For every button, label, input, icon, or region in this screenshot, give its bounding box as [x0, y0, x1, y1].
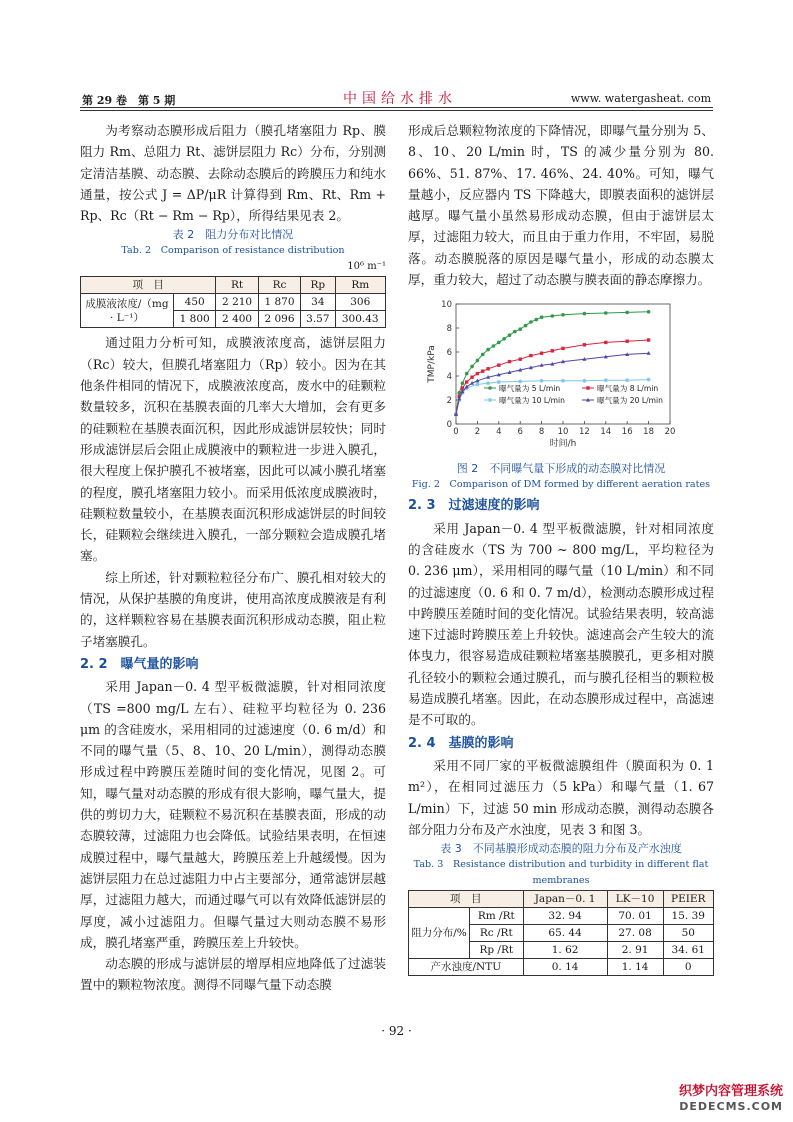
section-heading: 2. 4 基膜的影响 — [408, 735, 514, 751]
table3-caption-zh: 表 3 不同基膜形成动态膜的阻力分布及产水浊度 — [440, 842, 682, 856]
legend-entry: 曝气量为 8 L/min — [597, 384, 659, 394]
section-heading: 2. 3 过滤速度的影响 — [408, 498, 540, 514]
data-point — [461, 382, 465, 386]
data-point — [524, 324, 528, 328]
data-point — [625, 379, 629, 383]
table-header-cell: Rc — [258, 277, 300, 294]
table2 — [80, 276, 386, 328]
data-point — [492, 345, 496, 349]
x-tick-label: 20 — [664, 427, 676, 438]
data-point — [647, 378, 651, 382]
table-header-cell: PEIER — [663, 891, 713, 908]
table-cell: 2. 91 — [607, 942, 663, 959]
table-cell: 0. 14 — [523, 959, 607, 976]
table-header-cell: Japan－0. 1 — [523, 891, 607, 908]
table3-caption-en: Tab. 3 Resistance distribution and turbidity in different flat membranes — [413, 859, 709, 887]
data-point — [508, 334, 512, 338]
x-tick-label: 6 — [517, 427, 523, 438]
data-point — [529, 354, 532, 357]
x-tick-label: 18 — [643, 427, 655, 438]
data-point — [502, 337, 506, 341]
data-point — [488, 398, 492, 402]
table-cell: 450 — [174, 294, 216, 311]
table-header-cell: LK－10 — [607, 891, 663, 908]
table-cell: 65. 44 — [523, 925, 607, 942]
table-row-label: 阻力分布/% — [409, 908, 470, 959]
left-column — [80, 120, 386, 996]
data-point — [561, 347, 564, 350]
data-point — [497, 364, 500, 367]
data-point — [508, 360, 511, 363]
table-row — [409, 908, 714, 925]
x-tick-label: 2 — [474, 427, 481, 438]
table-cell: Rm /Rt — [470, 908, 524, 925]
table-row-label: 成膜液浓度/（mg · L⁻¹） — [81, 294, 174, 328]
plot-frame — [456, 304, 670, 424]
x-tick-label: 16 — [621, 427, 633, 438]
table-cell: 1. 14 — [607, 959, 663, 976]
data-point — [583, 343, 586, 346]
data-point — [604, 379, 608, 383]
journal-url: www. watergasheat. com — [570, 92, 711, 105]
header-rule — [80, 107, 713, 108]
data-point — [486, 367, 489, 370]
data-point — [626, 340, 629, 343]
table-header-cell: Rp — [301, 277, 335, 294]
table3 — [408, 890, 714, 976]
data-point — [647, 339, 650, 342]
table-cell: 34 — [301, 294, 335, 311]
data-point — [529, 321, 533, 325]
data-point — [647, 310, 651, 314]
data-point — [481, 370, 484, 373]
table-cell: 32. 94 — [523, 908, 607, 925]
y-tick-label: 4 — [446, 372, 452, 383]
figure2-caption-en: Fig. 2 Comparison of DM formed by different aeration rates — [411, 479, 711, 491]
table-header-row — [81, 277, 386, 294]
y-tick-label: 8 — [446, 324, 452, 335]
table-cell: 2 400 — [216, 311, 258, 328]
x-tick-label: 8 — [538, 427, 545, 438]
figure2-svg — [408, 296, 714, 456]
table-header-row — [409, 891, 714, 908]
data-point — [586, 387, 589, 390]
header-rule-thin — [80, 110, 713, 111]
table2-caption-zh: 表 2 阻力分布对比情况 — [172, 228, 294, 242]
table-header-cell: Rm — [335, 277, 386, 294]
table-header-cell: Rt — [216, 277, 258, 294]
table-cell: 2 096 — [258, 311, 300, 328]
paragraph: 通过阻力分析可知，成膜液浓度高，滤饼层阻力（Rc）较大，但膜孔堵塞阻力（Rp）较小。因为在其他条件相同的情况下，成膜液浓度高，废水中的硅颗粒数量较多，沉积在基膜表面的几率大大增加，会有更多的硅颗粒在基膜表面沉积，因此形成滤饼层较快；同时形成滤饼层后会阻止成膜液中的颗粒进一步进入膜孔，很大程度上保护膜孔不被堵塞，因此可以减小膜孔堵塞的程度，膜孔堵塞阻力较小。而采用低浓度成膜液时，硅颗粒数量较小，在基膜表面沉积形成滤饼层的时间较长，硅颗粒会继续进入膜孔，一部分颗粒会造成膜孔堵塞。 — [80, 335, 386, 564]
paragraph: 采用 Japan－0. 4 型平板微滤膜，针对相同浓度的含硅废水（TS 为 700 ~ 800 mg/L，平均粒径为 0. 236 μm），采用相同的曝气量（10 L/min）和不同的过滤速度（0. 6 和 0. 7 m/d），检测动态膜形成过程中跨膜压差随时间的变化情况。试验结果表明，较高滤速下过滤时跨膜压差上升较快。滤速高会产生较大的流体曳力，很容易造成硅颗粒堵塞基膜膜孔，更多相对膜孔径较小的颗粒会通过膜孔，而与膜孔径相当的颗粒极易造成膜孔堵塞。因此，在动态膜形成过程中，高滤速是不可取的。 — [408, 520, 714, 728]
x-tick-label: 10 — [557, 427, 569, 438]
table-header-cell: 项 目 — [81, 277, 216, 294]
data-point — [551, 315, 555, 319]
paragraph: 采用 Japan－0. 4 型平板微滤膜，针对相同浓度（TS =800 mg/L 左右）、硅粒平均粒径为 0. 236 μm 的含硅废水，采用相同的过滤速度（0. 6 m/d）和不同的曝气量（5、8、10、20 L/min），测得动态膜形成过程中跨膜压差随时间的变化情况，见图 2。可知，曝气量对动态膜的形成有很大影响，曝气量大，提供的剪切力大，硅颗粒不易沉积在基膜表面，形成的动态膜较薄，过滤阻力也会降低。试验结果表明，在恒速成膜过程中，曝气量越大，跨膜压差上升越缓慢。因为滤饼层阻力在总过滤阻力中占主要部分，通常滤饼层越厚，过滤阻力越大，而通过曝气可以有效降低滤饼层的厚度，减小过滤阻力。但曝气量过大则动态膜不易形成，膜孔堵塞严重，跨膜压差上升较快。 — [80, 679, 386, 950]
data-point — [465, 372, 469, 376]
section-heading: 2. 2 曝气量的影响 — [80, 656, 199, 672]
data-point — [519, 358, 522, 361]
data-point — [518, 380, 522, 384]
data-point — [513, 330, 517, 334]
data-point — [625, 311, 629, 315]
page-number: · 92 · — [381, 1024, 412, 1038]
site-watermark — [679, 1084, 783, 1114]
data-point — [476, 359, 480, 363]
figure2-chart — [408, 296, 714, 456]
x-axis-label: 时间/h — [549, 439, 577, 450]
table-cell: 34. 61 — [663, 942, 713, 959]
watermark-line2: DEDECMS.COM — [679, 1100, 783, 1113]
data-point — [583, 312, 587, 316]
table-cell: 50 — [663, 925, 713, 942]
data-point — [476, 372, 479, 375]
paragraph: 为考察动态膜形成后阻力（膜孔堵塞阻力 Rp、膜阻力 Rm、总阻力 Rt、滤饼层阻力 Rc）分布，分别测定清洁基膜、动态膜、去除动态膜后的跨膜压力和纯水通量，按公式 J = ΔP/μR 计算得到 Rm、Rt、Rm + Rp、Rc（Rt − Rm − Rp），所得结果见表 2。 — [80, 123, 386, 224]
table-cell: 1 800 — [174, 311, 216, 328]
data-point — [534, 318, 538, 322]
table-cell: 3.57 — [301, 311, 335, 328]
data-point — [540, 352, 543, 355]
paragraph: 形成后总颗粒物浓度的下降情况，即曝气量分别为 5、8、10、20 L/min 时，TS 的减少量分别为 80. 66%、51. 87%、17. 46%、24. 40%。可知，曝气量越小，反应器内 TS 下降越大，即膜表面积的滤饼层越厚。曝气量小虽然易形成动态膜，但由于滤饼层太厚，过滤阻力较大，而且由于重力作用，不牢固，易脱落。动态膜脱落的原因是曝气量小，形成的动态膜太厚，重力较大，超过了动态膜与膜表面的静态摩擦力。 — [408, 123, 714, 288]
y-axis-label: TMP/kPa — [427, 345, 437, 384]
data-point — [486, 382, 490, 386]
y-tick-label: 10 — [441, 300, 452, 311]
data-point — [488, 387, 492, 391]
data-point — [465, 381, 468, 384]
table2-unit: 10⁶ m⁻¹ — [347, 261, 386, 273]
table-cell: 15. 39 — [663, 908, 713, 925]
data-point — [518, 328, 522, 332]
table-cell: 306 — [335, 294, 386, 311]
data-point — [497, 341, 501, 345]
table-cell: Rc /Rt — [470, 925, 524, 942]
table-cell: 0 — [663, 959, 713, 976]
table-row-label: 产水浊度/NTU — [409, 959, 524, 976]
data-point — [461, 387, 464, 390]
y-tick-label: 0 — [446, 420, 452, 431]
data-point — [540, 379, 544, 383]
table-header-cell: 项 目 — [409, 891, 524, 908]
table-cell: 1. 62 — [523, 942, 607, 959]
data-point — [551, 349, 554, 352]
x-tick-label: 14 — [600, 427, 612, 438]
data-point — [475, 383, 479, 387]
table-cell: 300.43 — [335, 311, 386, 328]
table-cell: 27. 08 — [607, 925, 663, 942]
data-point — [582, 379, 586, 383]
table-cell: 1 870 — [258, 294, 300, 311]
table-row — [81, 294, 386, 311]
watermark-line1: 织梦内容管理系统 — [678, 1084, 783, 1099]
data-point — [604, 312, 608, 316]
table2-caption-en: Tab. 2 Comparison of resistance distribution — [121, 245, 345, 257]
data-point — [486, 348, 490, 352]
y-tick-label: 2 — [446, 396, 452, 407]
right-column — [408, 120, 714, 980]
data-point — [604, 341, 607, 344]
data-point — [561, 379, 565, 383]
y-tick-label: 6 — [446, 348, 452, 359]
journal-volume: 第 29 卷 第 5 期 — [82, 94, 176, 107]
data-point — [540, 316, 544, 320]
figure2-caption-zh: 图 2 不同曝气量下形成的动态膜对比情况 — [456, 462, 666, 476]
legend-entry: 曝气量为 5 L/min — [499, 384, 561, 394]
data-point — [561, 313, 565, 317]
table-cell: 2 210 — [216, 294, 258, 311]
table-cell: 70. 01 — [607, 908, 663, 925]
x-tick-label: 4 — [496, 427, 502, 438]
paragraph: 采用不同厂家的平板微滤膜组件（膜面积为 0. 1 m²），在相同过滤压力（5 kPa）和曝气量（1. 67 L/min）下，过滤 50 min 形成动态膜，测得动态膜各部分阻力分布及产水浊度，见表 3 和图 3。 — [408, 757, 714, 837]
table-row — [409, 959, 714, 976]
table-cell: Rp /Rt — [470, 942, 524, 959]
journal-title: 中国给水排水 — [343, 91, 457, 107]
data-point — [470, 365, 474, 369]
x-tick-label: 12 — [578, 427, 590, 438]
x-tick-label: 0 — [453, 427, 459, 438]
legend-entry: 曝气量为 10 L/min — [499, 396, 565, 406]
data-point — [481, 353, 485, 357]
data-point — [470, 376, 473, 379]
paragraph: 综上所述，针对颗粒粒径分布广、膜孔相对较大的情况，从保护基膜的角度讲，使用高浓度成膜液是有利的，这样颗粒容易在基膜表面沉积形成动态膜，阻止粒子堵塞膜孔。 — [80, 569, 386, 649]
paragraph: 动态膜的形成与滤饼层的增厚相应地降低了过滤装置中的颗粒物浓度。测得不同曝气量下动态膜 — [80, 956, 386, 993]
legend-entry: 曝气量为 20 L/min — [597, 396, 663, 406]
